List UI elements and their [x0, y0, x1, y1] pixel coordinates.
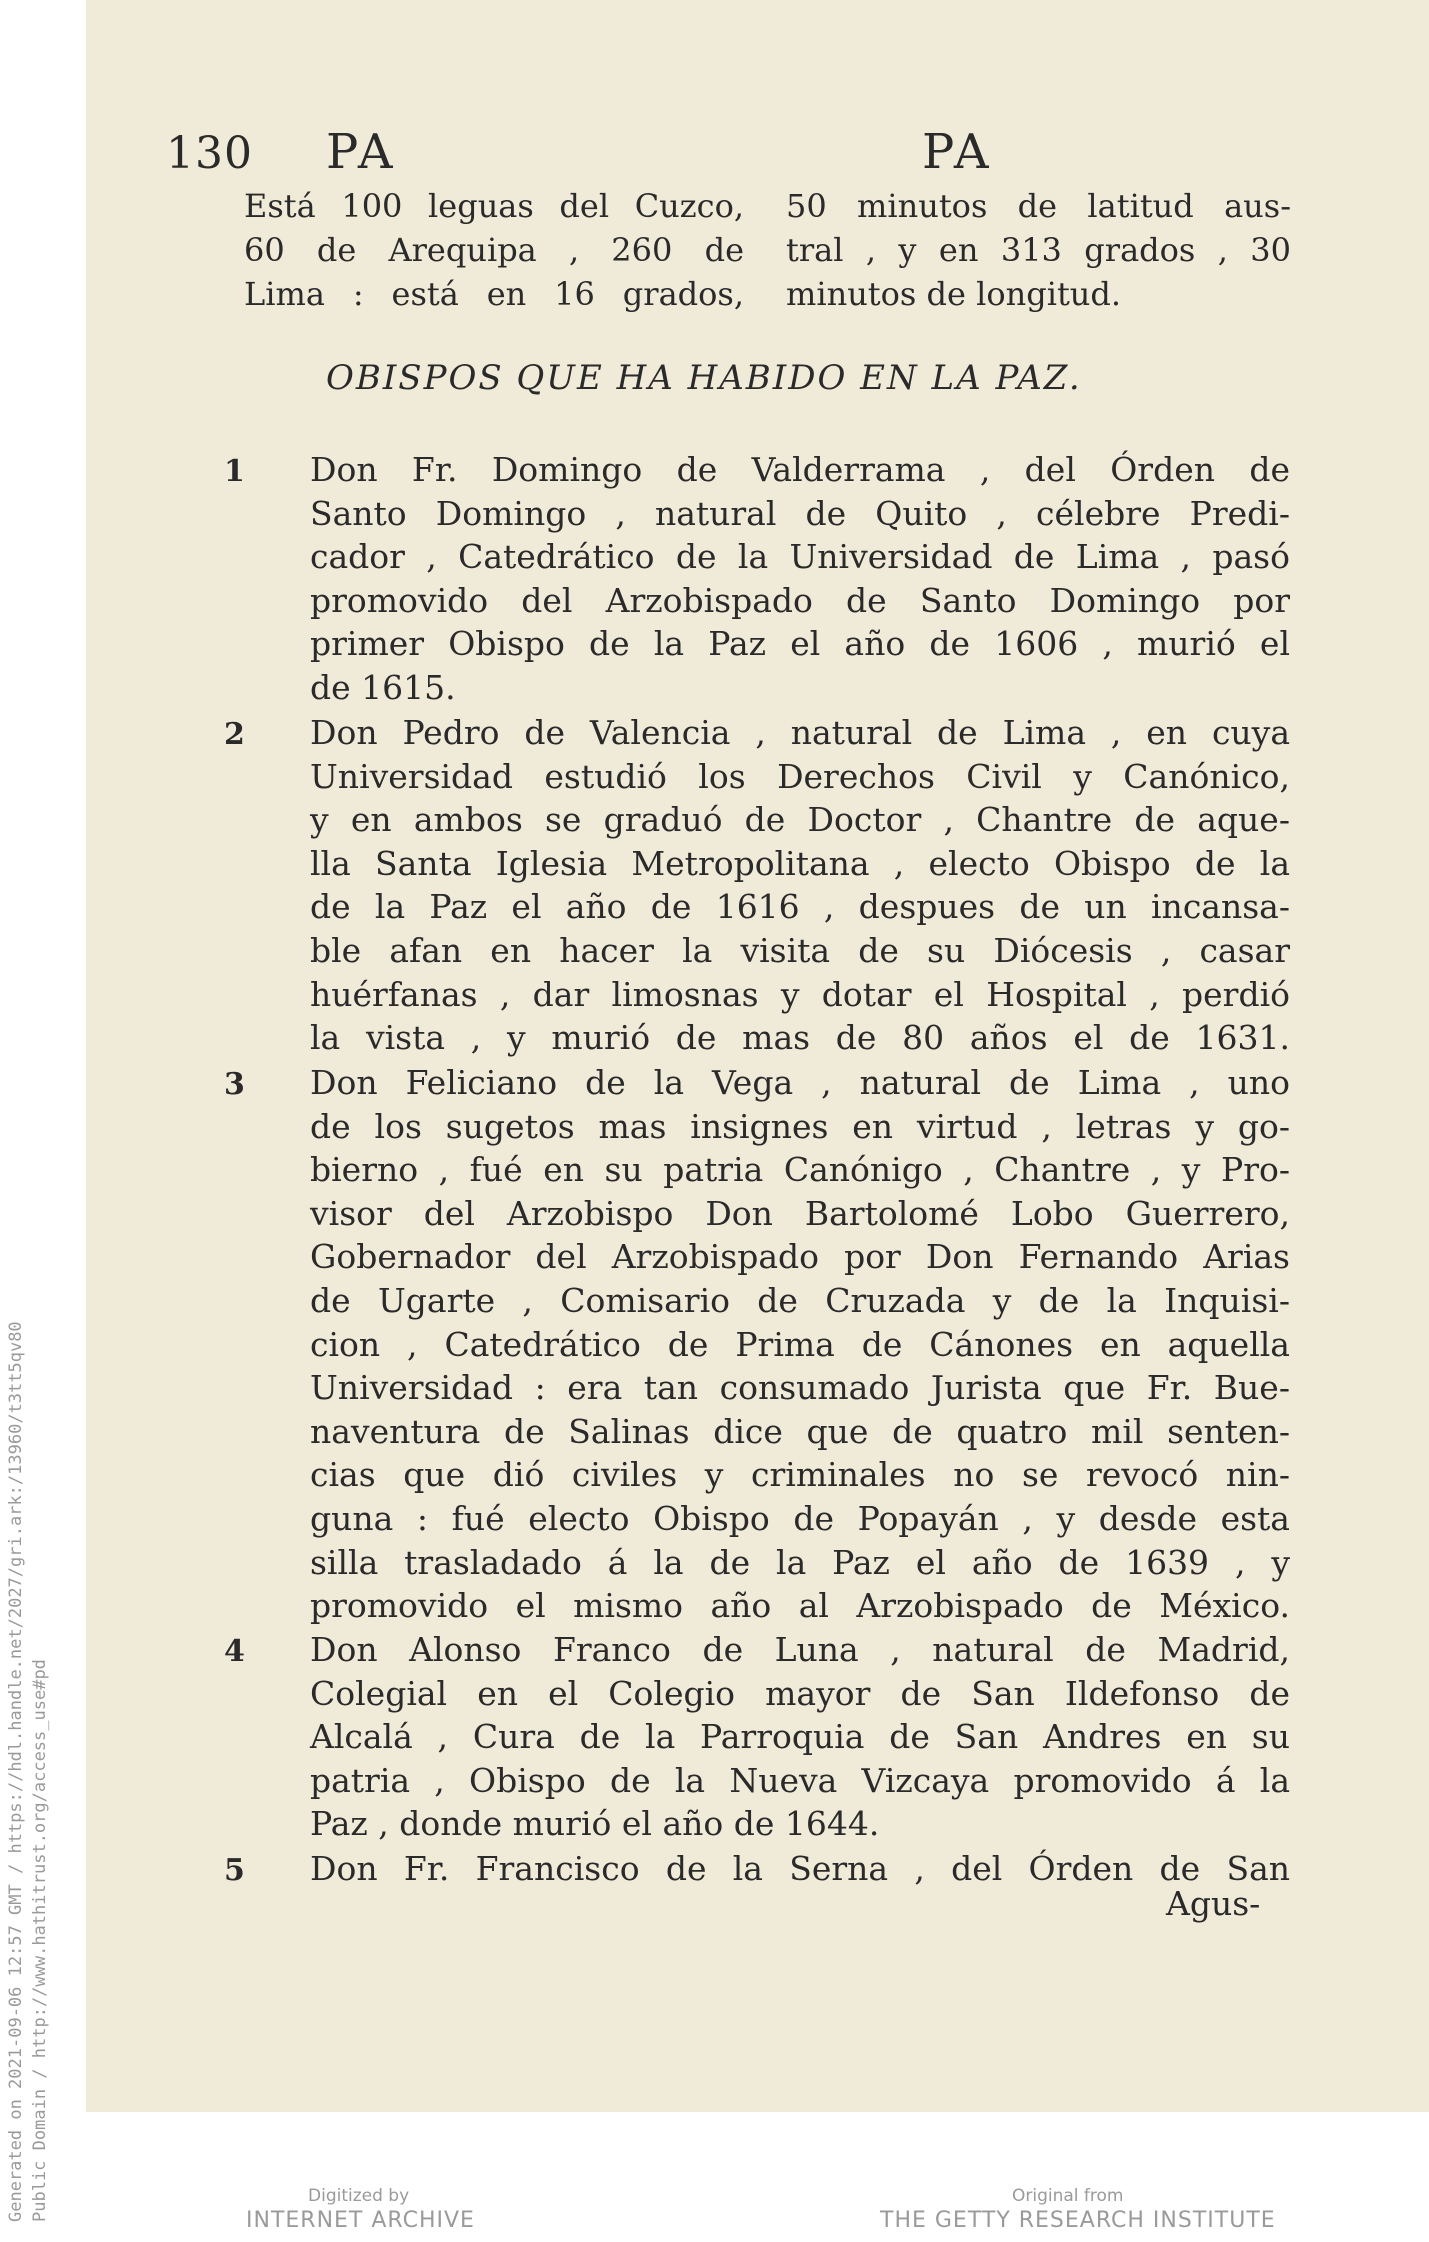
entry-line: cion , Catedrático de Prima de Cánones en aquella — [310, 1324, 1290, 1364]
entry-line: de la Paz el año de 1616 , despues de un incansa- — [310, 887, 1290, 927]
original-from-label: Original from — [1012, 2186, 1124, 2206]
intro-line: Está 100 leguas del Cuzco, — [244, 187, 744, 225]
entry-line: visor del Arzobispo Don Bartolomé Lobo Guerrero, — [310, 1193, 1290, 1233]
entry-line: de Ugarte , Comisario de Cruzada y de la Inquisi- — [310, 1280, 1290, 1320]
entry-line: primer Obispo de la Paz el año de 1606 , murió el — [310, 624, 1290, 664]
intro-left-column — [244, 184, 744, 316]
entry-line: Don Fr. Domingo de Valderrama , del Órden de — [310, 450, 1290, 489]
entry-line: bierno , fué en su patria Canónigo , Chantre , y Pro- — [310, 1150, 1290, 1190]
entry-line: silla trasladado á la de la Paz el año de 1639 , y — [310, 1542, 1290, 1582]
entry-line: Don Alonso Franco de Luna , natural de Madrid, — [310, 1630, 1290, 1669]
entry-number: 2 — [224, 717, 245, 752]
hathitrust-sidebar — [0, 1098, 60, 2242]
entry-line: Gobernador del Arzobispado por Don Fernando Arias — [310, 1237, 1290, 1277]
getty-research-institute-link[interactable]: THE GETTY RESEARCH INSTITUTE — [880, 2208, 1276, 2233]
entry-line: Paz , donde murió el año de 1644. — [310, 1804, 880, 1844]
entry-line: ble afan en hacer la visita de su Diócesis , casar — [310, 930, 1290, 970]
entry-line: de 1615. — [310, 667, 456, 707]
entry-line: de los sugetos mas insignes en virtud , letras y go- — [310, 1106, 1290, 1146]
entry-line: naventura de Salinas dice que de quatro mil senten- — [310, 1411, 1290, 1451]
entry-line: lla Santa Iglesia Metropolitana , electo Obispo de la — [310, 843, 1290, 883]
entry-line: Don Fr. Francisco de la Serna , del Órden de San — [310, 1849, 1290, 1888]
section-title: OBISPOS QUE HA HABIDO EN LA PAZ. — [326, 358, 1082, 398]
entry-line: promovido el mismo año al Arzobispado de México. — [310, 1586, 1290, 1626]
entry-line: Santo Domingo , natural de Quito , célebre Predi- — [310, 493, 1290, 533]
public-domain-notice: Public Domain / http://www.hathitrust.org/access_use#pd — [30, 1659, 50, 2222]
entry-line: Universidad : era tan consumado Jurista que Fr. Bue- — [310, 1368, 1290, 1408]
intro-line: 60 de Arequipa , 260 de — [244, 231, 744, 269]
entry-line: Universidad estudió los Derechos Civil y Canónico, — [310, 756, 1290, 796]
page-number: 130 — [166, 128, 253, 179]
digitized-by-label: Digitized by — [308, 2186, 410, 2206]
entry-text — [310, 711, 1290, 1060]
entry-number: 3 — [224, 1067, 245, 1102]
generated-notice: Generated on 2021-09-06 12:57 GMT / https://hdl.handle.net/2027/gri.ark:/13960/t3tt5qv80 — [6, 1321, 26, 2222]
intro-line: 50 minutos de latitud aus- — [786, 187, 1291, 225]
intro-line: tral , y en 313 grados , 30 — [786, 231, 1291, 269]
intro-right-column — [786, 184, 1291, 316]
entry-line: huérfanas , dar limosnas y dotar el Hospital , perdió — [310, 974, 1290, 1014]
entry-line: Colegial en el Colegio mayor de San Ildefonso de — [310, 1673, 1290, 1713]
intro-line: Lima : está en 16 grados, — [244, 275, 744, 313]
entry-line: cador , Catedrático de la Universidad de Lima , pasó — [310, 537, 1290, 577]
entry-line: Don Pedro de Valencia , natural de Lima , en cuya — [310, 713, 1290, 752]
entry-line: cias que dió civiles y criminales no se revocó nin- — [310, 1455, 1290, 1495]
entry-line: Alcalá , Cura de la Parroquia de San Andres en su — [310, 1717, 1290, 1757]
entry-number: 4 — [224, 1634, 245, 1669]
entry-text — [310, 1628, 1290, 1846]
entry-line: la vista , y murió de mas de 80 años el de 1631. — [310, 1018, 1290, 1058]
entry-text — [310, 448, 1290, 710]
catchword: Agus- — [1166, 1884, 1261, 1923]
entry-number: 5 — [224, 1853, 245, 1888]
entry-line: guna : fué electo Obispo de Popayán , y desde esta — [310, 1498, 1290, 1538]
internet-archive-link[interactable]: INTERNET ARCHIVE — [246, 2208, 475, 2233]
running-head-right: PA — [922, 124, 993, 180]
entry-line: promovido del Arzobispado de Santo Domingo por — [310, 580, 1290, 620]
entry-line: Don Feliciano de la Vega , natural de Lima , uno — [310, 1063, 1290, 1102]
entry-line: patria , Obispo de la Nueva Vizcaya promovido á la — [310, 1760, 1290, 1800]
running-head-left: PA — [326, 124, 397, 180]
entry-line: y en ambos se graduó de Doctor , Chantre de aque- — [310, 800, 1290, 840]
entry-text — [310, 1847, 1290, 1891]
entry-text — [310, 1061, 1290, 1628]
intro-line: minutos de longitud. — [786, 275, 1122, 313]
entry-number: 1 — [224, 454, 245, 489]
